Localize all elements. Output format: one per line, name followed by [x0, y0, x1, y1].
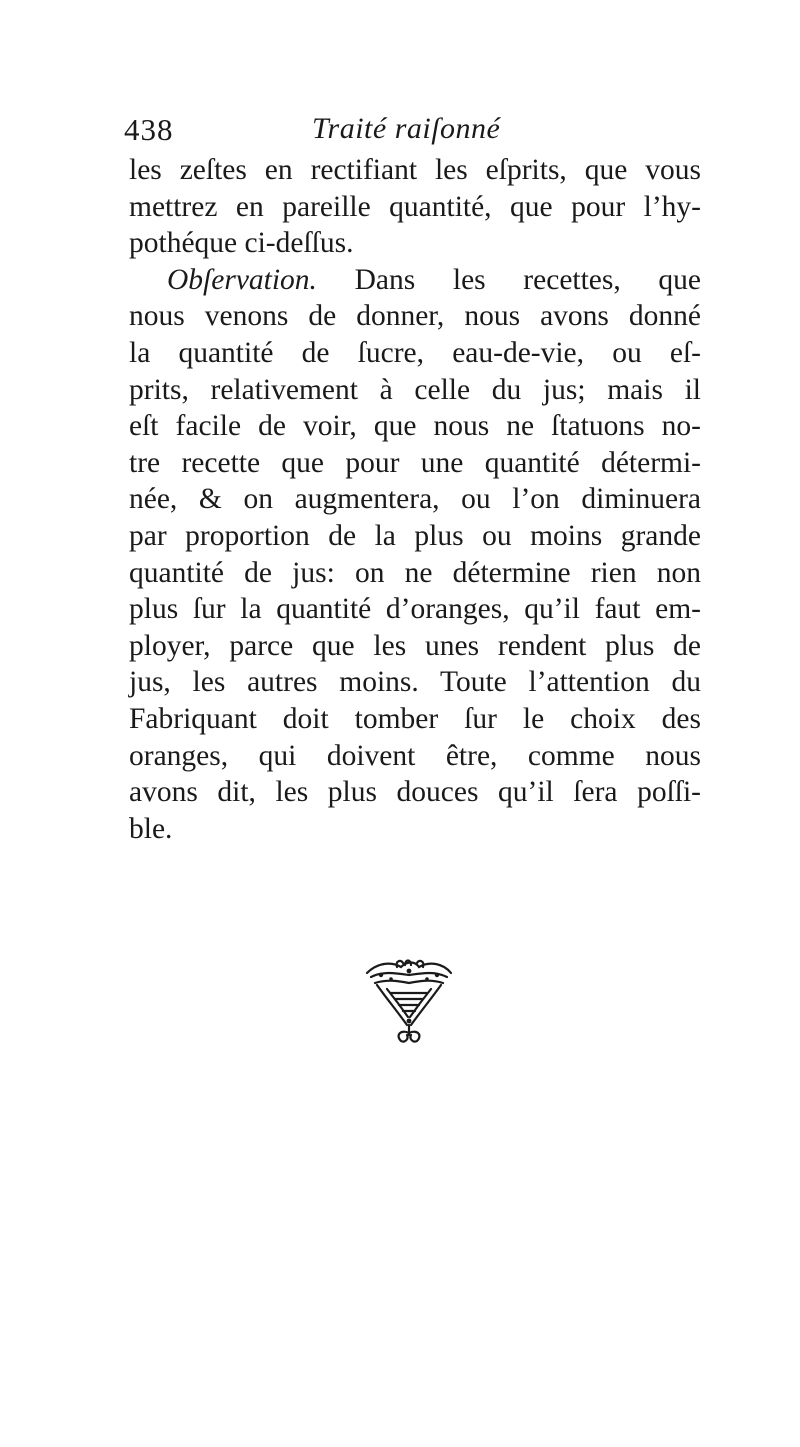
- floral-vignette-icon: [361, 955, 457, 1047]
- text-line: oranges, qui doivent être, comme nous: [129, 739, 701, 772]
- observation-first-line: [129, 262, 701, 299]
- text-line: mettrez en pareille quantité, que pour l’hy-: [129, 190, 701, 223]
- text-line: née, & on augmentera, ou l’on diminuera: [129, 483, 701, 516]
- text-line: eſt facile de voir, que nous ne ſtatuons no-: [129, 410, 701, 443]
- text-line: avons dit, les plus douces qu’il ſera poſſi-: [129, 776, 701, 809]
- text-line: les zeſtes en rectifiant les eſprits, que vous: [129, 154, 701, 186]
- text-line: jus, les autres moins. Toute l’attention du: [129, 666, 701, 699]
- running-title: Traité raiſonné: [312, 112, 501, 145]
- text-line: pothéque ci-deſſus.: [129, 227, 354, 260]
- text-line: par proportion de la plus ou moins grande: [129, 519, 701, 552]
- text-line: la quantité de ſucre, eau-de-vie, ou eſ-: [129, 336, 701, 369]
- observation-first-line-text: Dans les recettes, que: [354, 263, 701, 296]
- text-line: plus ſur la quantité d’oranges, qu’il faut em-: [129, 593, 701, 626]
- observation-label: Obſervation.: [167, 263, 317, 296]
- page-number: 438: [124, 112, 174, 147]
- text-line: nous venons de donner, nous avons donné: [129, 300, 701, 333]
- page-header: [124, 112, 704, 154]
- text-line: Fabriquant doit tomber ſur le choix des: [129, 702, 701, 735]
- body-text: [129, 152, 701, 847]
- text-line: ployer, parce que les unes rendent plus de: [129, 629, 701, 662]
- text-line: quantité de jus: on ne détermine rien non: [129, 556, 701, 589]
- text-line: prits, relativement à celle du jus; mais il: [129, 373, 701, 406]
- text-line: tre recette que pour une quantité détermi-: [129, 446, 701, 479]
- text-line: ble.: [129, 812, 173, 845]
